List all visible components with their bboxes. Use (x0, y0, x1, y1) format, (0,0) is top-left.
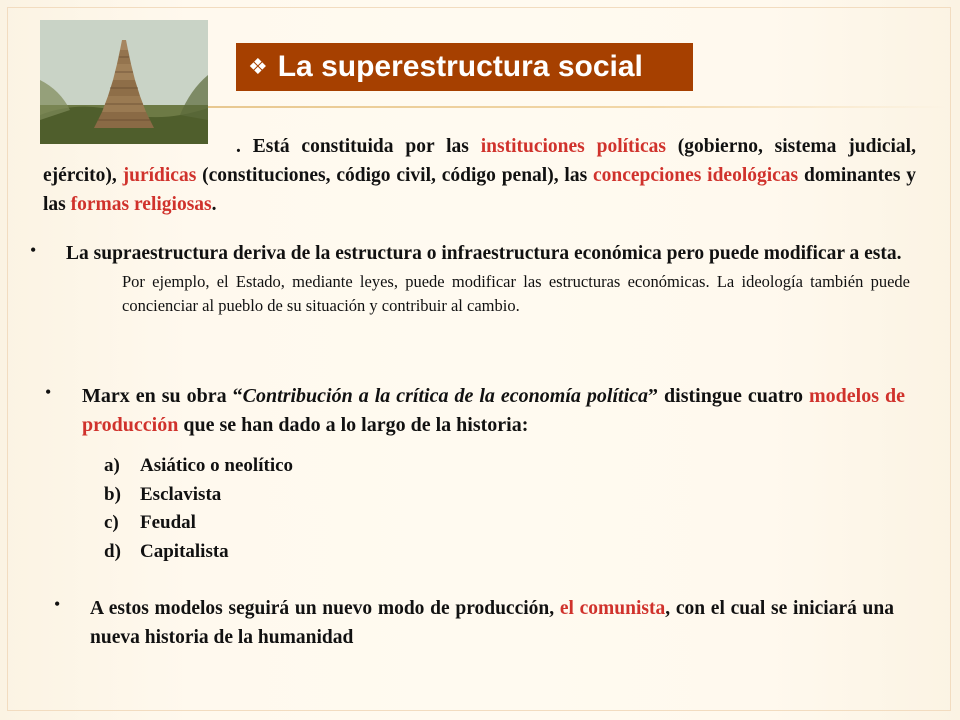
list-item-label: c) (104, 512, 119, 533)
bullet-marx (45, 382, 905, 440)
bullet-text: La supraestructura deriva de la estructura o infraestructura económica pero puede modificar a esta. (66, 243, 902, 264)
bullet-text (82, 382, 905, 440)
slide-title (236, 43, 693, 91)
list-item-text: Asiático o neolítico (140, 455, 294, 476)
bullet-icon: • (45, 382, 52, 402)
intro-paragraph (43, 132, 916, 219)
marx-text: que se han dado a lo largo de la historia: (178, 414, 529, 436)
diamond-bullet-icon: ❖ (248, 54, 268, 79)
intro-text: (gobierno, sistema judicial, ejército), (43, 136, 916, 186)
bullet-text (90, 594, 894, 652)
marx-text: ” distingue cuatro (648, 385, 809, 407)
highlight-comunista: el comunista (559, 598, 666, 619)
highlight-modelos: modelos de producción (82, 385, 905, 436)
slide-title-text: La superestructura social (277, 50, 643, 83)
list-item-label: b) (104, 483, 121, 505)
list-item (104, 452, 293, 481)
comunismo-text: A estos modelos seguirá un nuevo modo de producción, (90, 598, 560, 619)
list-item (104, 481, 293, 510)
production-models-list (104, 452, 293, 566)
intro-text: (constituciones, código civil, código penal), las (196, 165, 593, 186)
highlight-formas-religiosas: formas religiosas (70, 194, 212, 215)
intro-text: . Está constituida por las (236, 136, 481, 157)
work-title: Contribución a la crítica de la economía política (242, 385, 649, 407)
list-item-label: a) (104, 455, 120, 476)
example-text: Por ejemplo, el Estado, mediante leyes, puede modificar las estructuras económicas. La ideología también puede concienciar al pueblo de su situación y contribuir al cambio. (122, 272, 910, 315)
title-underline (208, 106, 946, 108)
bullet-icon: • (30, 240, 37, 260)
highlight-concepciones: concepciones ideológicas (593, 165, 799, 186)
bullet-comunismo (54, 594, 894, 652)
intro-text: . (211, 194, 217, 215)
intro-text: dominantes y las (43, 165, 917, 215)
bullet-supraestructura (30, 240, 910, 318)
highlight-juridicas: jurídicas (122, 165, 197, 186)
list-item (104, 509, 293, 538)
list-item-text: Esclavista (140, 483, 222, 505)
marx-text: Marx en su obra “ (82, 385, 243, 407)
list-item (104, 538, 293, 567)
bullet-icon: • (54, 594, 61, 614)
list-item-text: Capitalista (140, 540, 229, 562)
list-item-text: Feudal (140, 512, 196, 533)
list-item-label: d) (104, 540, 121, 562)
highlight-instituciones: instituciones políticas (480, 136, 666, 157)
tower-of-babel-image (40, 20, 208, 144)
comunismo-text: , con el cual se iniciará una nueva historia de la humanidad (90, 598, 895, 648)
